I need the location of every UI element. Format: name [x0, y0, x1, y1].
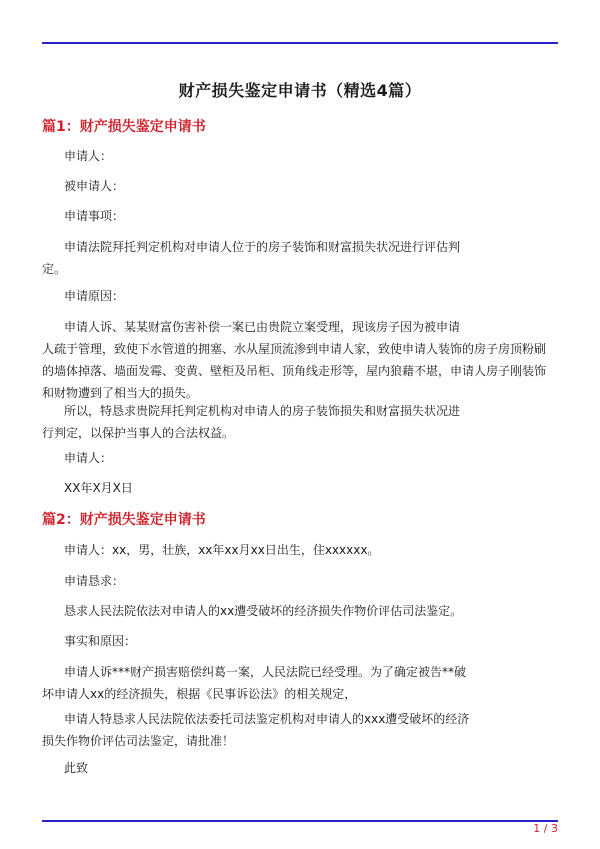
paragraph: 申请原因： [64, 289, 125, 303]
bottom-rule [42, 820, 558, 822]
page-number: 1 / 3 [533, 822, 558, 835]
paragraph: 申请恳求： [64, 574, 125, 588]
paragraph: 申请人诉***财产损害赔偿纠葛一案，人民法院已经受理。为了确定被告**破 坏申请人xx的经济损失，根据《民事诉讼法》的相关规定， [42, 665, 467, 701]
paragraph: 申请人特恳求人民法院依法委托司法鉴定机构对申请人的xxx遭受破坏的经济 损失作物价评估司法鉴定，请批准！ [42, 712, 470, 748]
document-title: 财产损失鉴定申请书（精选4篇） [178, 81, 422, 100]
paragraph: 被申请人： [64, 179, 125, 193]
top-rule [42, 42, 558, 44]
section-2-heading: 篇2：财产损失鉴定申请书 [42, 512, 206, 528]
paragraph: 申请人：xx，男，壮族，xx年xx月xx日出生，住xxxxxx。 [64, 543, 380, 557]
date-line: XX年X月X日 [64, 481, 133, 495]
signature-label: 申请人： [64, 451, 113, 465]
paragraph: 事实和原因： [64, 634, 137, 648]
section-1-heading: 篇1：财产损失鉴定申请书 [42, 119, 206, 135]
paragraph: 所以，特恳求贵院拜托判定机构对申请人的房子装饰损失和财富损失状况进 行判定，以保护当事人的合法权益。 [42, 404, 461, 440]
paragraph: 申请人： [64, 149, 113, 163]
paragraph: 恳求人民法院依法对申请人的xx遭受破坏的经济损失作物价评估司法鉴定。 [64, 604, 463, 618]
paragraph: 申请人诉、某某财富伤害补偿一案已由贵院立案受理，现该房子因为被申请 人疏于管理，致使下水管道的拥塞、水从屋顶流渗到申请人家，致使申请人装饰的房子房顶粉刷 的墙体掉落、墙面发霉、变黄、壁柜及吊柜、顶角线走形等，屋内狼藉不堪，申请人房子刚装饰 和财物遭到了相当大的损失。 [42, 320, 547, 400]
paragraph: 申请事项： [64, 209, 125, 223]
paragraph: 此致 [64, 761, 89, 775]
paragraph: 申请法院拜托判定机构对申请人位于的房子装饰和财富损失状况进行评估判 定。 [42, 240, 461, 276]
